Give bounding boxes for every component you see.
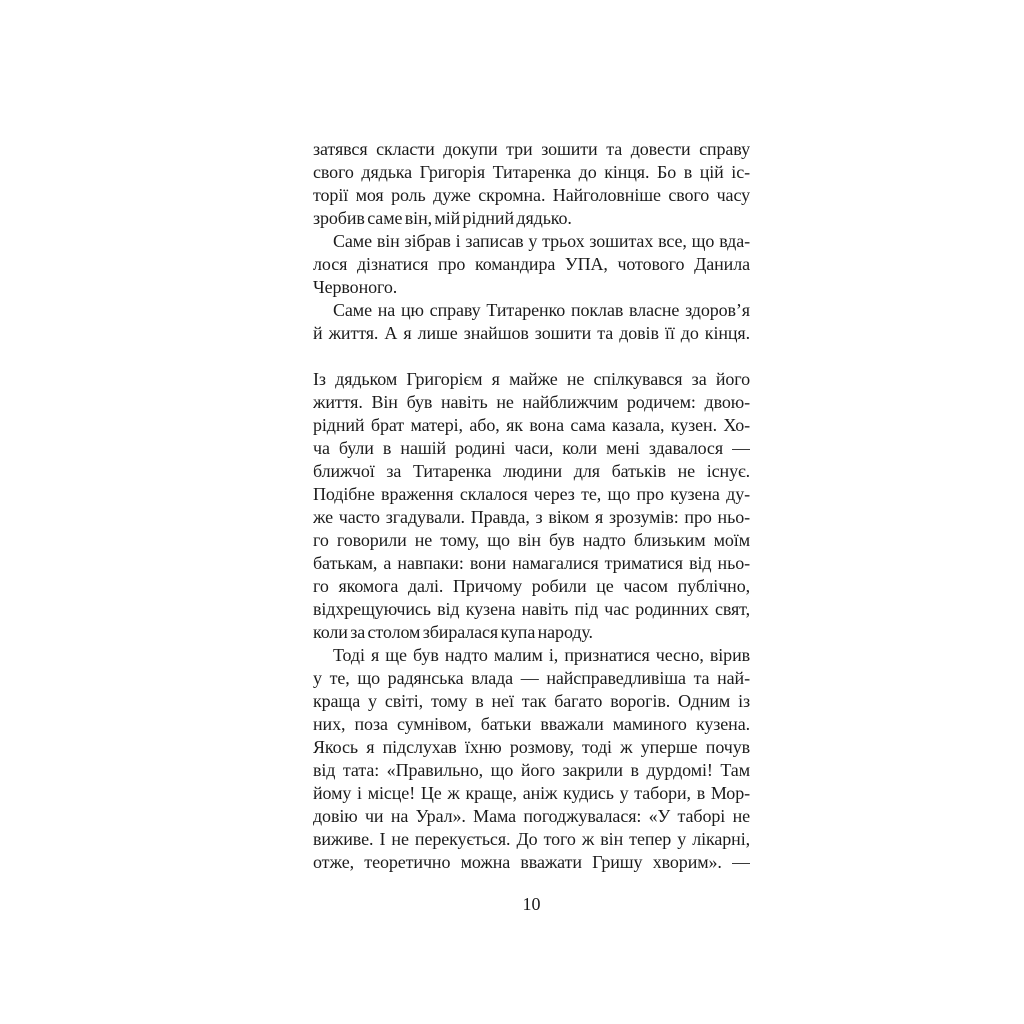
text-line: відхрещуючись від кузена навіть під час родинних свят, (313, 599, 750, 619)
text-line: го якомога далі. Причому робили це часом публічно, (313, 576, 750, 596)
text-line: го говорили не тому, що він був надто близьким моїм (313, 530, 750, 550)
text-line: від тата: «Правильно, що його закрили в дурдомі! Там (313, 760, 750, 780)
text-line: Тоді я ще був надто малим і, признатися чесно, вірив (333, 645, 750, 665)
text-line: них, поза сумнівом, батьки вважали маминого кузена. (313, 714, 750, 734)
text-line: зробив саме він, мій рідний дядько. (313, 208, 572, 228)
text-line: Якось я підслухав їхню розмову, тоді ж уперше почув (313, 737, 750, 757)
text-line: отже, теоретично можна вважати Гришу хворим». — (313, 852, 750, 872)
text-line: краща у світі, тому в неї так багато ворогів. Одним із (313, 691, 750, 711)
text-line: життя. Він був навіть не найближчим родичем: двою- (313, 392, 750, 412)
text-line: же часто згадували. Правда, з віком я зрозумів: про ньо- (313, 507, 750, 527)
text-line: Червоного. (313, 277, 398, 297)
text-line: Подібне враження склалося через те, що про кузена ду- (313, 484, 750, 504)
text-line: ближчої за Титаренка людини для батьків не існує. (313, 461, 750, 481)
text-line: рідний брат матері, або, як вона сама казала, кузен. Хо- (313, 415, 750, 435)
text-line: коли за столом збиралася купа народу. (313, 622, 593, 642)
text-line: у те, що радянська влада — найсправедливіша та най- (313, 668, 750, 688)
text-line: й життя. А я лише знайшов зошити та довів її до кінця. (313, 323, 750, 343)
text-line: Саме на цю справу Титаренко поклав власне здоров’я (333, 300, 750, 320)
text-line: ча були в нашій родині часи, коли мені здавалося — (313, 438, 750, 458)
text-line: батькам, а навпаки: вони намагалися триматися від ньо- (313, 553, 750, 573)
text-line: довію чи на Урал». Мама погоджувалася: «У таборі не (313, 806, 750, 826)
text-line: Саме він зібрав і записав у трьох зошитах все, що вда- (333, 231, 750, 251)
text-line: свого дядька Григорія Титаренка до кінця. Бо в цій іс- (313, 162, 750, 182)
text-line: торії моя роль дуже скромна. Найголовніше свого часу (313, 185, 750, 205)
text-line: виживе. І не перекується. До того ж він тепер у лікарні, (313, 829, 750, 849)
text-line: лося дізнатися про командира УПА, чотового Данила (313, 254, 750, 274)
page-number: 10 (522, 894, 541, 914)
text-block (313, 138, 750, 874)
text-line: затявся скласти докупи три зошити та довести справу (313, 139, 750, 159)
text-line: йому і місце! Це ж краще, аніж кудись у табори, в Мор- (313, 783, 750, 803)
text-line: Із дядьком Григорієм я майже не спілкувався за його (313, 369, 750, 389)
